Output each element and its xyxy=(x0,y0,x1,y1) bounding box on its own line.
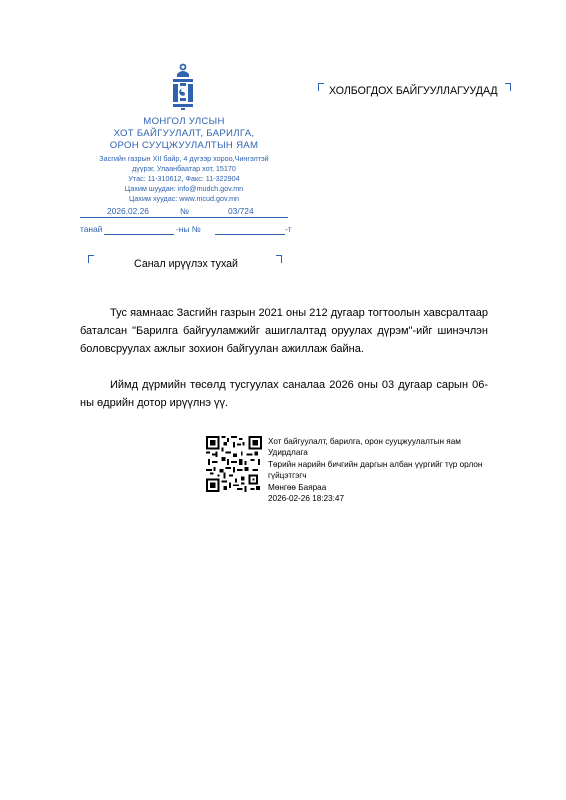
signature-name: Мөнгөө Баяраа xyxy=(268,482,327,492)
ministry-name-line2: ОРОН СУУЦЖУУЛАЛТЫН ЯАМ xyxy=(109,140,259,151)
number-label: № xyxy=(180,206,189,216)
reference-your-label: танай xyxy=(80,224,103,234)
reference-number-blank xyxy=(215,234,285,235)
document-date: 2026.02.26 xyxy=(107,206,149,216)
address-line2: дүүрэг, Улаанбаатар хот, 15170 xyxy=(132,164,236,173)
letterhead xyxy=(70,116,298,204)
signature-block xyxy=(268,436,508,504)
signature-org: Хот байгуулалт, барилга, орон сууцжуулалтын яам xyxy=(268,437,461,446)
state-emblem-icon xyxy=(168,62,198,110)
signature-title: Төрийн нарийн бичгийн даргын албан үүргийг түр орлон гүйцэтгэгч xyxy=(268,459,483,481)
reference-end-label: -т xyxy=(285,224,292,234)
ministry-name-line1: ХОТ БАЙГУУЛАЛТ, БАРИЛГА, xyxy=(113,128,255,139)
number-underline xyxy=(80,217,288,218)
addressee: ХОЛБОГДОХ БАЙГУУЛЛАГУУДАД xyxy=(329,85,498,97)
document-number: 03/724 xyxy=(228,206,254,216)
signature-dept: Удирдлага xyxy=(268,448,308,458)
reference-line xyxy=(80,224,292,236)
address-block xyxy=(70,154,298,204)
addressee-corner-left xyxy=(318,83,324,91)
document-number-line xyxy=(80,206,290,218)
email-address: Цахим шуудан: info@mudch.gov.mn xyxy=(124,184,244,193)
body-paragraph-2: Иймд дүрмийн төсөлд тусгуулах саналаа 2026 оны 03 дугаар сарын 06-ны өдрийн дотор ирүүлнэ үү. xyxy=(80,379,488,409)
qr-code-icon xyxy=(206,436,262,492)
country-name: МОНГОЛ УЛСЫН xyxy=(143,116,225,127)
phone-fax: Утас: 11-310612, Факс: 11-322904 xyxy=(128,174,240,183)
subject-line: Санал ирүүлэх тухай xyxy=(134,258,238,270)
letter-body xyxy=(80,304,488,430)
reference-date-blank xyxy=(104,234,174,235)
address-line1: Засгийн газрын XII байр, 4 дүгээр хороо,Чингэлтэй xyxy=(99,154,269,163)
reference-number-label: -ны № xyxy=(176,224,201,234)
signature-timestamp: 2026-02-26 18:23:47 xyxy=(268,494,345,504)
addressee-corner-right xyxy=(505,83,511,91)
website-address: Цахим хуудас: www.mcud.gov.mn xyxy=(128,194,240,203)
body-paragraph-1: Тус яамнаас Засгийн газрын 2021 оны 212 дугаар тогтоолын хавсралтаар баталсан "Барилга байгууламжийг ашиглалтад оруулах дүрэм"-ийг шинэчлэн боловсруулах ажлыг зохион байгуулан ажиллаж байна. xyxy=(80,307,488,355)
